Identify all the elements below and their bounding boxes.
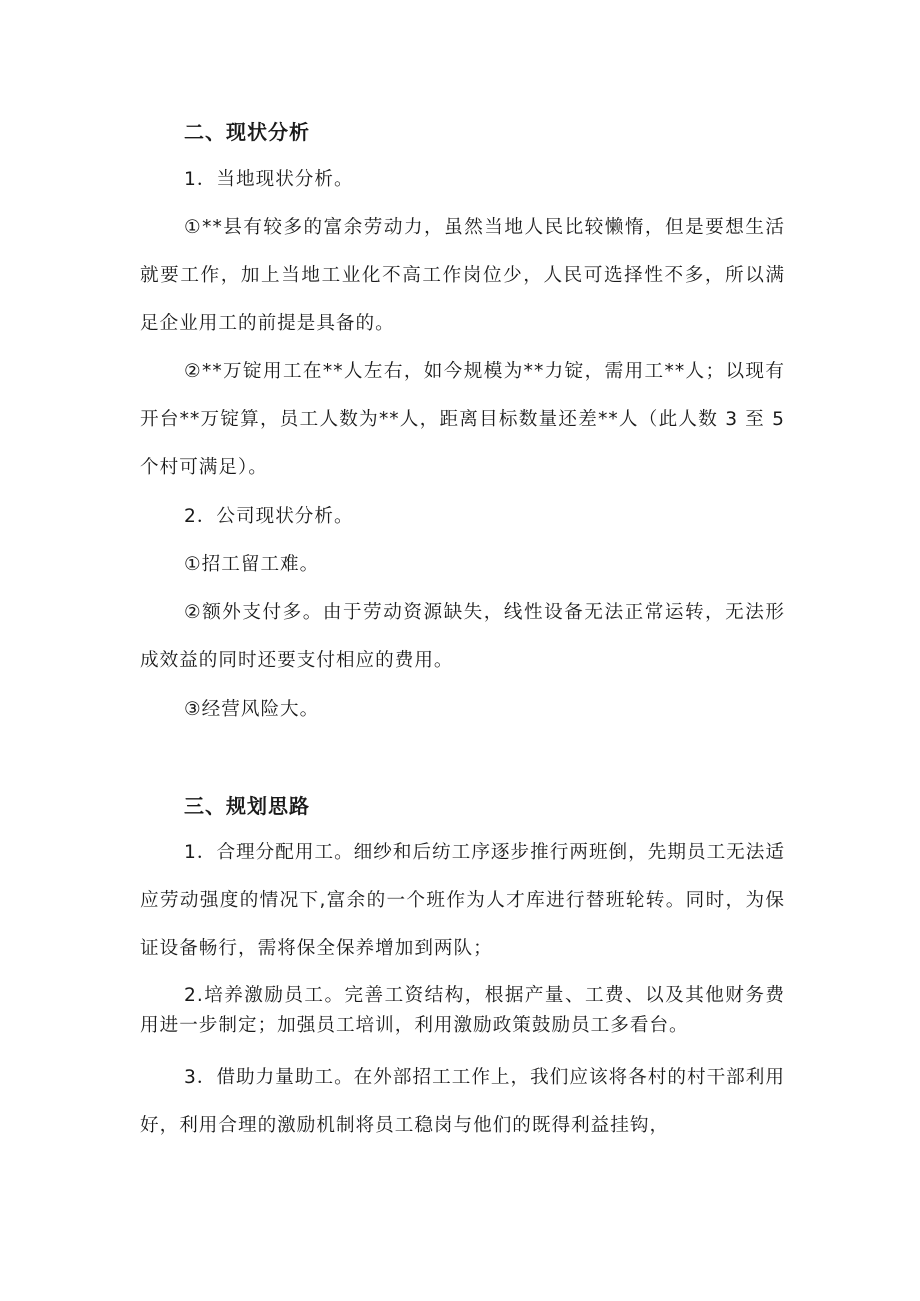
- paragraph-staff-incentives: 2.培养激励员工。完善工资结构，根据产量、工费、以及其他财务费用进一步制定；加强员工培训，利用激励政策鼓励员工多看台。: [140, 985, 785, 1036]
- section-heading-planning: 三、规划思路: [184, 794, 310, 818]
- paragraph-extra-costs: ②额外支付多。由于劳动资源缺失，线性设备无法正常运转，无法形成效益的同时还要支付相应的费用。: [140, 602, 785, 671]
- paragraph-hiring-difficulty: ①招工留工难。: [184, 554, 320, 575]
- section-heading-status-analysis: 二、现状分析: [184, 120, 310, 144]
- paragraph-company-status: 2．公司现状分析。: [184, 506, 354, 527]
- paragraph-spindle-staffing: ②**万锭用工在**人左右，如今规模为**力锭，需用工**人；以现有开台**万锭算，员工人数为**人，距离目标数量还差**人（此人数 3 至 5 个村可满足）。: [140, 361, 785, 478]
- paragraph-operating-risk: ③经营风险大。: [184, 699, 320, 720]
- paragraph-external-help: 3．借助力量助工。在外部招工工作上，我们应该将各村的村干部利用好，利用合理的激励机制将员工稳岗与他们的既得利益挂钩，: [140, 1067, 785, 1136]
- paragraph-labor-allocation: 1．合理分配用工。细纱和后纺工序逐步推行两班倒，先期员工无法适应劳动强度的情况下,富余的一个班作为人才库进行替班轮转。同时，为保证设备畅行，需将保全保养增加到两队；: [140, 842, 785, 959]
- paragraph-local-status: 1．当地现状分析。: [184, 169, 354, 190]
- paragraph-labor-surplus: ①**县有较多的富余劳动力，虽然当地人民比较懒惰，但是要想生活就要工作，加上当地工业化不高工作岗位少，人民可选择性不多，所以满足企业用工的前提是具备的。: [140, 217, 785, 334]
